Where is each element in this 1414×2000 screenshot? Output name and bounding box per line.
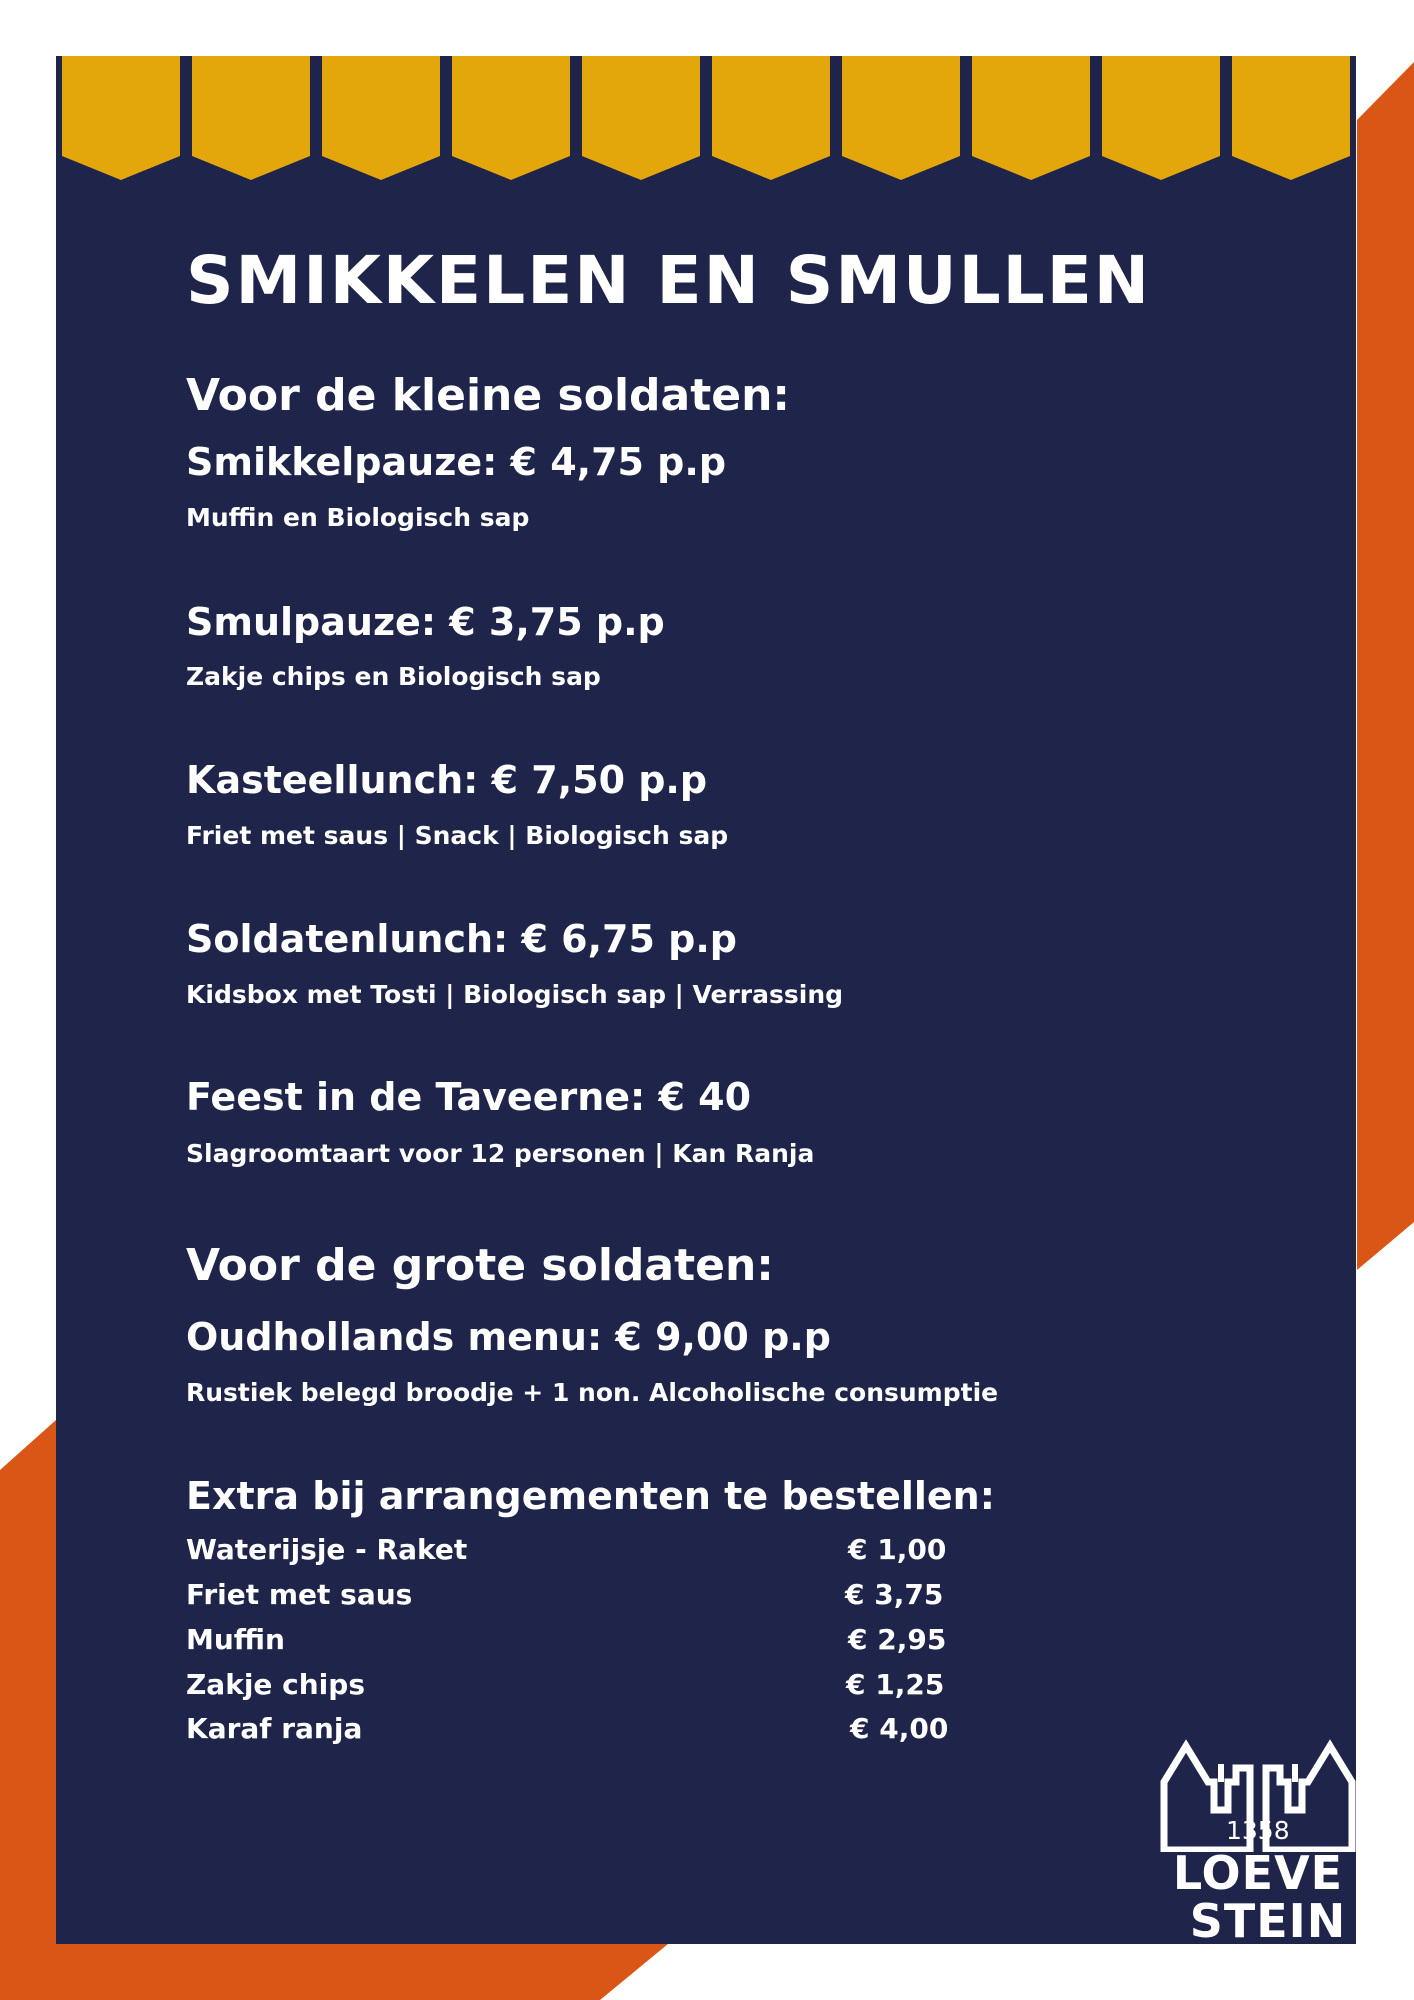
extra-item-name: Muffin [186, 1623, 285, 1656]
pennant-banner [56, 56, 1356, 182]
orange-stripe-right [1357, 62, 1414, 1270]
extra-item-name: Waterijsje - Raket [186, 1533, 468, 1566]
menu-item-title: Feest in de Taveerne: € 40 [186, 1075, 752, 1119]
menu-item-title: Smikkelpauze: € 4,75 p.p [186, 440, 727, 484]
logo-line1: LOEVE [1172, 1846, 1344, 1900]
pennant [1102, 56, 1220, 180]
page-title: SMIKKELEN EN SMULLEN [186, 242, 1152, 319]
menu-item-desc: Friet met saus | Snack | Biologisch sap [186, 821, 729, 850]
pennant [192, 56, 310, 180]
logo-year: 1358 [1226, 1816, 1290, 1845]
menu-item-title: Kasteellunch: € 7,50 p.p [186, 758, 708, 802]
extra-item-price: € 1,00 [848, 1533, 947, 1566]
extra-item-price: € 3,75 [845, 1578, 944, 1611]
menu-item-desc: Kidsbox met Tosti | Biologisch sap | Verrassing [186, 980, 844, 1009]
pennant [712, 56, 830, 180]
extra-item-price: € 4,00 [850, 1712, 949, 1745]
section-heading-big: Voor de grote soldaten: [186, 1240, 774, 1291]
extra-item-price: € 1,25 [846, 1668, 945, 1701]
menu-item-desc: Rustiek belegd broodje + 1 non. Alcoholische consumptie [186, 1378, 999, 1407]
menu-item-desc: Zakje chips en Biologisch sap [186, 662, 601, 691]
extra-item-name: Friet met saus [186, 1578, 413, 1611]
extra-item-name: Karaf ranja [186, 1712, 363, 1745]
orange-stripe-left [0, 1420, 56, 2000]
loevestein-logo [1158, 1712, 1358, 1948]
logo-line2: STEIN [1189, 1894, 1347, 1948]
pennant [582, 56, 700, 180]
pennant [842, 56, 960, 180]
pennant [62, 56, 180, 180]
extra-item-price: € 2,95 [848, 1623, 947, 1656]
pennant [452, 56, 570, 180]
pennant [1232, 56, 1350, 180]
orange-stripe-bottom [56, 1944, 668, 2000]
pennant [972, 56, 1090, 180]
extra-item-name: Zakje chips [186, 1668, 365, 1701]
menu-item-desc: Muffin en Biologisch sap [186, 503, 530, 532]
extras-heading: Extra bij arrangementen te bestellen: [186, 1474, 995, 1518]
pennant [322, 56, 440, 180]
menu-item-desc: Slagroomtaart voor 12 personen | Kan Ranja [186, 1139, 815, 1168]
menu-item-title: Smulpauze: € 3,75 p.p [186, 600, 665, 644]
menu-item-title: Soldatenlunch: € 6,75 p.p [186, 917, 737, 961]
menu-item-title: Oudhollands menu: € 9,00 p.p [186, 1315, 831, 1359]
section-heading-small: Voor de kleine soldaten: [186, 370, 791, 421]
